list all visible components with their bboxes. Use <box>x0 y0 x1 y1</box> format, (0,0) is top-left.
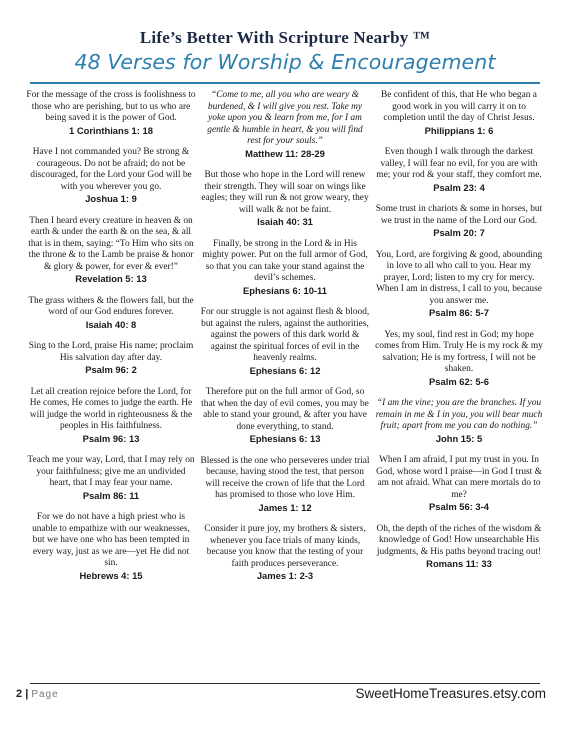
verse-text: Blessed is the one who perseveres under trial because, having stood the test, that person will receive the crown of life that the Lord has promised to those who love Him. <box>200 455 370 500</box>
verse-column-1 <box>26 90 196 592</box>
verse-reference: Psalm 23: 4 <box>433 181 485 193</box>
verse-reference: Joshua 1: 9 <box>85 193 137 204</box>
verse-block <box>200 524 370 582</box>
verse-block <box>374 455 544 513</box>
verse-reference: 1 Corinthians 1: 18 <box>69 124 153 136</box>
verse-reference: Ephesians 6: 13 <box>249 433 321 444</box>
verse-reference: Hebrews 4: 15 <box>79 569 143 581</box>
verse-block <box>200 456 370 514</box>
verse-block <box>26 455 196 501</box>
page-word: Page <box>31 689 59 700</box>
verse-reference: James 1: 12 <box>258 501 312 513</box>
verse-block <box>200 387 370 445</box>
verse-column-3 <box>374 90 544 581</box>
verse-block <box>26 296 196 331</box>
verse-column-2 <box>200 90 370 593</box>
verse-text: Some trust in chariots & some in horses, but we trust in the name of the Lord our God. <box>375 204 543 226</box>
verse-text: Finally, be strong in the Lord & in His mighty power. Put on the full armor of God, so that you can take your stand against the devil’s schemes. <box>202 238 368 283</box>
page-number: 2 <box>16 688 23 700</box>
verse-block <box>374 250 544 319</box>
verse-reference: John 15: 5 <box>435 432 483 444</box>
page-title: Life’s Better With Scripture Nearby ™ <box>139 28 431 47</box>
verse-text: Yes, my soul, find rest in God; my hope comes from Him. Truly He is my rock & my salvation; He is my fortress, I will not be shaken. <box>375 329 543 374</box>
verse-block <box>26 90 196 136</box>
verse-text: For the message of the cross is foolishness to those who are perishing, but to us who are being saved it is the power of God. <box>26 90 196 123</box>
verse-text: You, Lord, are forgiving & good, abounding in love to all who call to you. Hear my prayer, Lord; listen to my cry for mercy. When I am in distress, I call to you, because you answer me. <box>375 249 543 306</box>
verse-reference: Psalm 96: 2 <box>85 364 137 375</box>
verse-text: “I am the vine; you are the branches. If you remain in me & I in you, you will bear much fruit; apart from me you can do nothing.” <box>375 398 543 431</box>
verse-reference: Isaiah 40: 8 <box>85 318 137 330</box>
verse-text: Oh, the depth of the riches of the wisdom & knowledge of God! How unsearchable His judgments, & His paths beyond tracing out! <box>376 523 542 557</box>
verse-text: Have I not commanded you? Be strong & courageous. Do not be afraid; do not be discouraged, for the Lord your God will be with you wherever you go. <box>30 147 192 192</box>
verse-reference: Psalm 20: 7 <box>433 227 485 238</box>
verse-reference: James 1: 2-3 <box>256 570 314 581</box>
verse-text: When I am afraid, I put my trust in you. In God, whose word I praise—in God I trust & am not afraid. What can mere mortals do to me? <box>376 455 542 500</box>
verse-text: Therefore put on the full armor of God, so that when the day of evil comes, you may be able to stand your ground, & after you have done everything, to stand. <box>201 387 369 432</box>
verse-block <box>374 398 544 444</box>
verse-block <box>374 524 544 570</box>
verse-text: Be confident of this, that He who began a good work in you will carry it on to completion until the day of Christ Jesus. <box>381 90 537 123</box>
verse-block <box>200 307 370 376</box>
verse-reference: Revelation 5: 13 <box>75 273 147 284</box>
verse-text: For we do not have a high priest who is unable to empathize with our weaknesses, but we have one who has been tempted in every way, just as we are—yet He did not sin. <box>32 512 190 568</box>
verse-reference: Ephesians 6: 12 <box>249 364 321 376</box>
verse-text: Sing to the Lord, praise His name; proclaim His salvation day after day. <box>28 341 194 363</box>
verse-block <box>26 512 196 581</box>
verse-block <box>26 341 196 376</box>
verse-block <box>374 330 544 388</box>
verse-block <box>26 147 196 205</box>
footer-divider <box>30 683 540 684</box>
verse-block <box>200 170 370 228</box>
verse-text: The grass withers & the flowers fall, but the word of our God endures forever. <box>28 295 194 317</box>
page-number-label <box>16 688 59 700</box>
verse-reference: Psalm 62: 5-6 <box>429 375 489 387</box>
page-subtitle: 48 Verses for Worship & Encouragement <box>74 50 496 74</box>
verse-reference: Psalm 86: 11 <box>82 489 140 501</box>
verse-reference: Isaiah 40: 31 <box>257 216 313 227</box>
verse-text: Let all creation rejoice before the Lord, for He comes, He comes to judge the earth. He will judge the world in righteousness & the peoples in His faithfulness. <box>29 386 193 431</box>
verse-block <box>26 387 196 445</box>
verse-text: For our struggle is not against flesh & blood, but against the rulers, against the authorities, against the powers of this dark world & against the spiritual forces of evil in the heavenly realms. <box>200 307 370 363</box>
page-separator: | <box>25 688 29 700</box>
verse-block <box>26 216 196 285</box>
verse-text: “Come to me, all you who are weary & burdened, & I will give you rest. Take my yoke upon you & learn from me, for I am gentle & humble in heart, & you will find rest for your souls.” <box>207 90 363 146</box>
verse-text: Even though I walk through the darkest valley, I will fear no evil, for you are with me; your rod & your staff, they comfort me. <box>376 147 542 180</box>
verse-reference: Matthew 11: 28-29 <box>245 147 325 159</box>
verse-reference: Romans 11: 33 <box>426 558 492 569</box>
shop-url: SweetHomeTreasures.etsy.com <box>355 686 546 701</box>
verse-block <box>200 239 370 297</box>
verse-reference: Psalm 96: 13 <box>82 432 140 444</box>
verse-block <box>374 204 544 239</box>
verse-block <box>374 147 544 193</box>
verse-text: Consider it pure joy, my brothers & sisters, whenever you face trials of many kinds, because you know that the testing of your faith produces perseverance. <box>204 524 366 569</box>
verse-reference: Psalm 56: 3-4 <box>429 501 489 512</box>
verse-reference: Psalm 86: 5-7 <box>429 307 489 318</box>
verse-reference: Philippians 1: 6 <box>424 124 494 136</box>
verse-reference: Ephesians 6: 10-11 <box>243 284 327 296</box>
header-divider <box>30 82 540 84</box>
verse-block <box>200 90 370 159</box>
verse-text: Teach me your way, Lord, that I may rely on your faithfulness; give me an undivided heart, that I may fear your name. <box>27 455 195 488</box>
verse-text: Then I heard every creature in heaven & on earth & under the earth & on the sea, & all that is in them, saying: “To Him who sits on the throne & to the Lamb be praise & honor & glory & power, for ever & ever!” <box>28 215 194 272</box>
verse-text: But those who hope in the Lord will renew their strength. They will soar on wings like eagles; they will run & not grow weary, they will walk & not be faint. <box>201 170 369 215</box>
verse-block <box>374 90 544 136</box>
